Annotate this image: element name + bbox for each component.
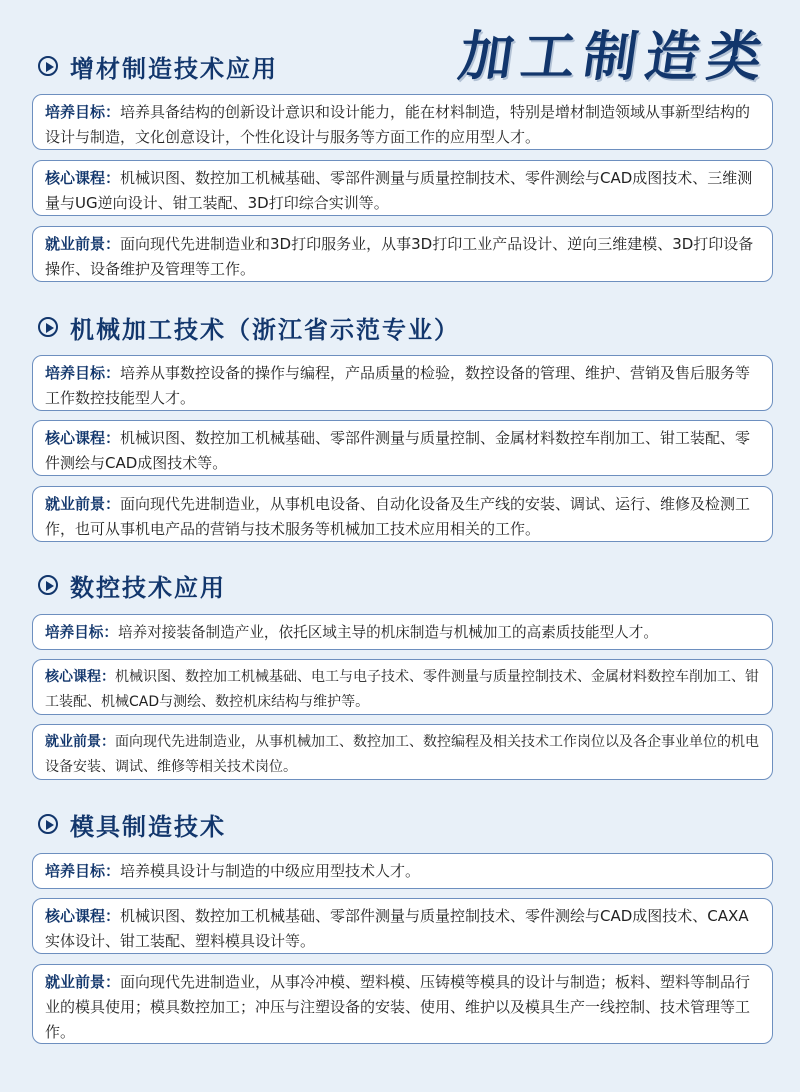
info-box-employment <box>32 226 773 282</box>
info-label: 就业前景： <box>45 495 121 513</box>
info-text: 培养模具设计与制造的中级应用型技术人才。 <box>120 862 421 880</box>
info-box-employment <box>32 486 773 542</box>
info-box-courses <box>32 420 773 476</box>
info-box-goal <box>32 614 773 650</box>
section-title-cnc <box>38 569 226 601</box>
info-label: 就业前景： <box>45 973 121 991</box>
info-box-courses <box>32 160 773 216</box>
info-text: 机械识图、数控加工机械基础、电工与电子技术、零件测量与质量控制技术、金属材料数控车削加工、钳工装配、机械CAD与测绘、数控机床结构与维护等。 <box>45 669 759 710</box>
section-title-text: 机械加工技术（浙江省示范专业） <box>70 315 460 344</box>
info-label: 核心课程： <box>45 669 115 685</box>
info-label: 就业前景： <box>45 235 121 253</box>
section-title-machining <box>38 311 460 343</box>
info-text: 培养具备结构的创新设计意识和设计能力，能在材料制造，特别是增材制造领域从事新型结构的设计与制造，文化创意设计，个性化设计与服务等方面工作的应用型人才。 <box>45 103 751 146</box>
info-box-employment <box>32 724 773 780</box>
section-title-additive <box>38 50 278 82</box>
play-circle-icon <box>38 575 58 595</box>
section-title-text: 数控技术应用 <box>70 573 226 602</box>
play-circle-icon <box>38 56 58 76</box>
play-circle-icon <box>38 814 58 834</box>
info-label: 就业前景： <box>45 734 115 750</box>
info-label: 核心课程： <box>45 169 121 187</box>
info-box-employment <box>32 964 773 1044</box>
play-circle-icon <box>38 317 58 337</box>
info-label: 培养目标： <box>45 364 121 382</box>
info-box-goal <box>32 94 773 150</box>
info-text: 面向现代先进制造业，从事机械加工、数控加工、数控编程及相关技术工作岗位以及各企事业单位的机电设备安装、调试、维修等相关技术岗位。 <box>45 734 759 775</box>
section-title-mold <box>38 808 226 840</box>
info-label: 培养目标： <box>45 103 121 121</box>
info-box-goal <box>32 355 773 411</box>
info-text: 机械识图、数控加工机械基础、零部件测量与质量控制、金属材料数控车削加工、钳工装配、零件测绘与CAD成图技术等。 <box>45 429 751 472</box>
info-text: 机械识图、数控加工机械基础、零部件测量与质量控制技术、零件测绘与CAD成图技术、三维测量与UG逆向设计、钳工装配、3D打印综合实训等。 <box>45 169 753 212</box>
info-box-courses <box>32 659 773 715</box>
info-text: 培养从事数控设备的操作与编程，产品质量的检验，数控设备的管理、维护、营销及售后服务等工作数控技能型人才。 <box>45 364 751 407</box>
section-title-text: 增材制造技术应用 <box>70 54 278 83</box>
info-text: 培养对接装备制造产业，依托区域主导的机床制造与机械加工的高素质技能型人才。 <box>117 624 658 641</box>
info-box-goal <box>32 853 773 889</box>
info-box-courses <box>32 898 773 954</box>
section-title-text: 模具制造技术 <box>70 812 226 841</box>
info-label: 核心课程： <box>45 429 121 447</box>
info-text: 面向现代先进制造业，从事机电设备、自动化设备及生产线的安装、调试、运行、维修及检测工作，也可从事机电产品的营销与技术服务等机械加工技术应用相关的工作。 <box>45 495 751 538</box>
info-label: 培养目标： <box>45 862 121 880</box>
info-label: 核心课程： <box>45 907 121 925</box>
info-text: 面向现代先进制造业和3D打印服务业，从事3D打印工业产品设计、逆向三维建模、3D打印设备操作、设备维护及管理等工作。 <box>45 235 754 278</box>
info-text: 面向现代先进制造业，从事冷冲模、塑料模、压铸模等模具的设计与制造；板料、塑料等制品行业的模具使用；模具数控加工；冲压与注塑设备的安装、使用、维护以及模具生产一线控制、技术管理等工作。 <box>45 973 751 1041</box>
info-label: 培养目标： <box>45 624 118 641</box>
info-text: 机械识图、数控加工机械基础、零部件测量与质量控制技术、零件测绘与CAD成图技术、CAXA实体设计、钳工装配、塑料模具设计等。 <box>45 907 749 950</box>
category-banner: 加工制造类 <box>455 24 775 88</box>
